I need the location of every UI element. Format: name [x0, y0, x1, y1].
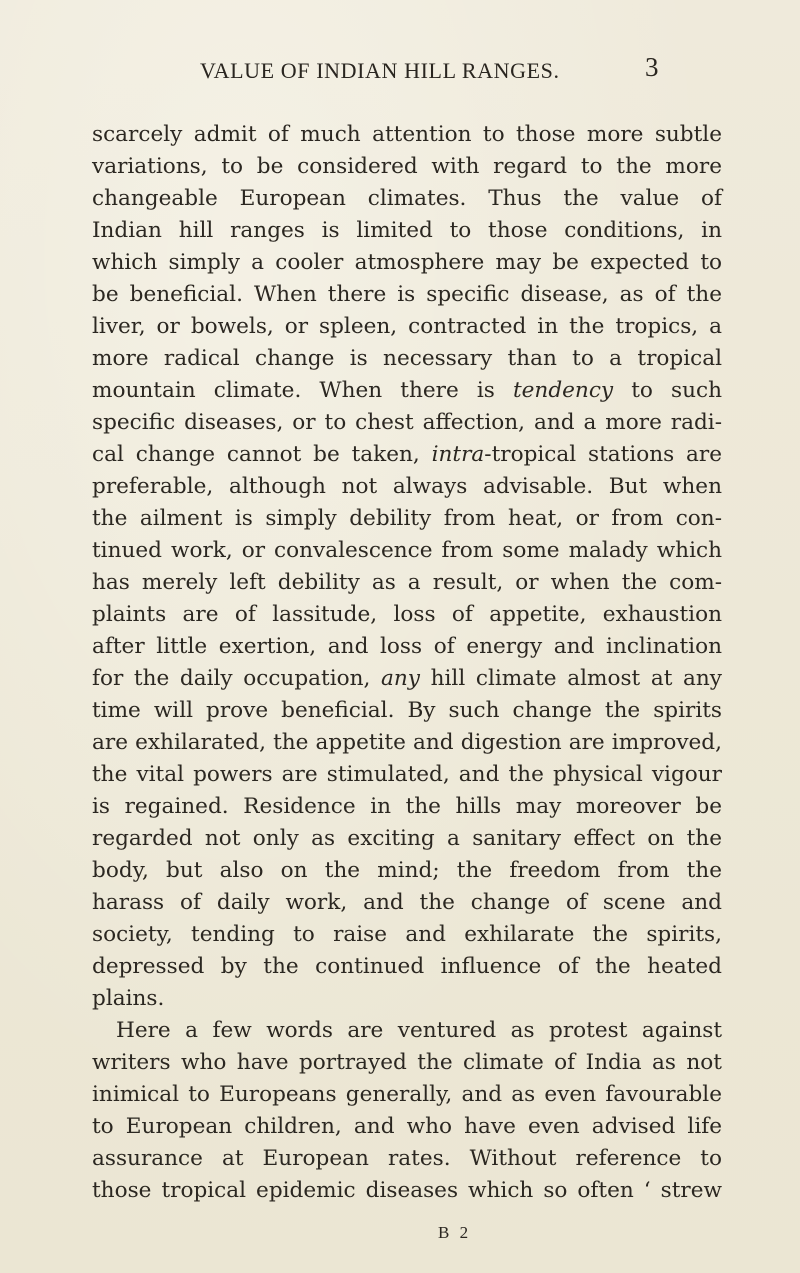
- text-line: preferable, although not always advisable. But when: [92, 474, 722, 499]
- text-line: [92, 440, 722, 470]
- text-line: tinued work, or convalescence from some malady which: [92, 538, 722, 563]
- text-line: after little exertion, and loss of energy and inclination: [92, 634, 722, 659]
- text-segment: mountain climate. When there is: [92, 378, 513, 403]
- text-segment: cal change cannot be taken,: [92, 442, 432, 467]
- text-line: which simply a cooler atmosphere may be expected to: [92, 250, 722, 275]
- text-line: Indian hill ranges is limited to those conditions, in: [92, 218, 722, 243]
- running-title: VALUE OF INDIAN HILL RANGES.: [200, 58, 560, 83]
- text-line: to European children, and who have even advised life: [92, 1114, 722, 1139]
- text-line: liver, or bowels, or spleen, contracted in the tropics, a: [92, 314, 722, 339]
- text-line: changeable European climates. Thus the value of: [92, 186, 722, 211]
- text-line: plaints are of lassitude, loss of appetite, exhaustion: [92, 602, 722, 627]
- text-line: regarded not only as exciting a sanitary effect on the: [92, 826, 722, 851]
- text-line: [92, 376, 722, 406]
- signature-mark: B 2: [438, 1223, 472, 1242]
- text-line: harass of daily work, and the change of scene and: [92, 890, 722, 915]
- text-line: Here a few words are ventured as protest against: [116, 1018, 722, 1043]
- text-line: writers who have portrayed the climate of India as not: [92, 1050, 722, 1075]
- text-line: depressed by the continued influence of the heated: [92, 954, 722, 979]
- text-segment: hill climate almost at any: [420, 666, 722, 691]
- emphasis-text: tendency: [512, 378, 614, 403]
- text-segment: to such: [613, 378, 723, 403]
- text-line: more radical change is necessary than to a tropical: [92, 346, 722, 371]
- text-line: inimical to Europeans generally, and as even favourable: [92, 1082, 722, 1107]
- text-line: are exhilarated, the appetite and digestion are improved,: [92, 730, 722, 755]
- text-line: plains.: [92, 986, 165, 1011]
- text-line: the vital powers are stimulated, and the physical vigour: [92, 762, 722, 787]
- text-line: time will prove beneficial. By such change the spirits: [92, 698, 722, 723]
- emphasis-text: intra: [431, 442, 485, 467]
- text-line: [92, 664, 722, 694]
- text-line: variations, to be considered with regard to the more: [92, 154, 722, 179]
- text-segment: -tropical stations are: [484, 442, 722, 467]
- text-line: be beneficial. When there is specific disease, as of the: [92, 282, 722, 307]
- text-line: society, tending to raise and exhilarate the spirits,: [92, 922, 722, 947]
- text-line: scarcely admit of much attention to those more subtle: [92, 122, 722, 147]
- text-line: the ailment is simply debility from heat, or from con-: [92, 506, 722, 531]
- page-number: 3: [645, 52, 659, 82]
- text-line: body, but also on the mind; the freedom from the: [92, 858, 722, 883]
- text-line: assurance at European rates. Without reference to: [92, 1146, 722, 1171]
- emphasis-text: any: [381, 666, 420, 691]
- text-line: those tropical epidemic diseases which so often ‘ strew: [92, 1178, 722, 1203]
- text-line: is regained. Residence in the hills may moreover be: [92, 794, 722, 819]
- text-line: has merely left debility as a result, or when the com-: [92, 570, 722, 595]
- text-line: specific diseases, or to chest affection, and a more radi-: [92, 410, 722, 435]
- text-segment: for the daily occupation,: [92, 666, 382, 691]
